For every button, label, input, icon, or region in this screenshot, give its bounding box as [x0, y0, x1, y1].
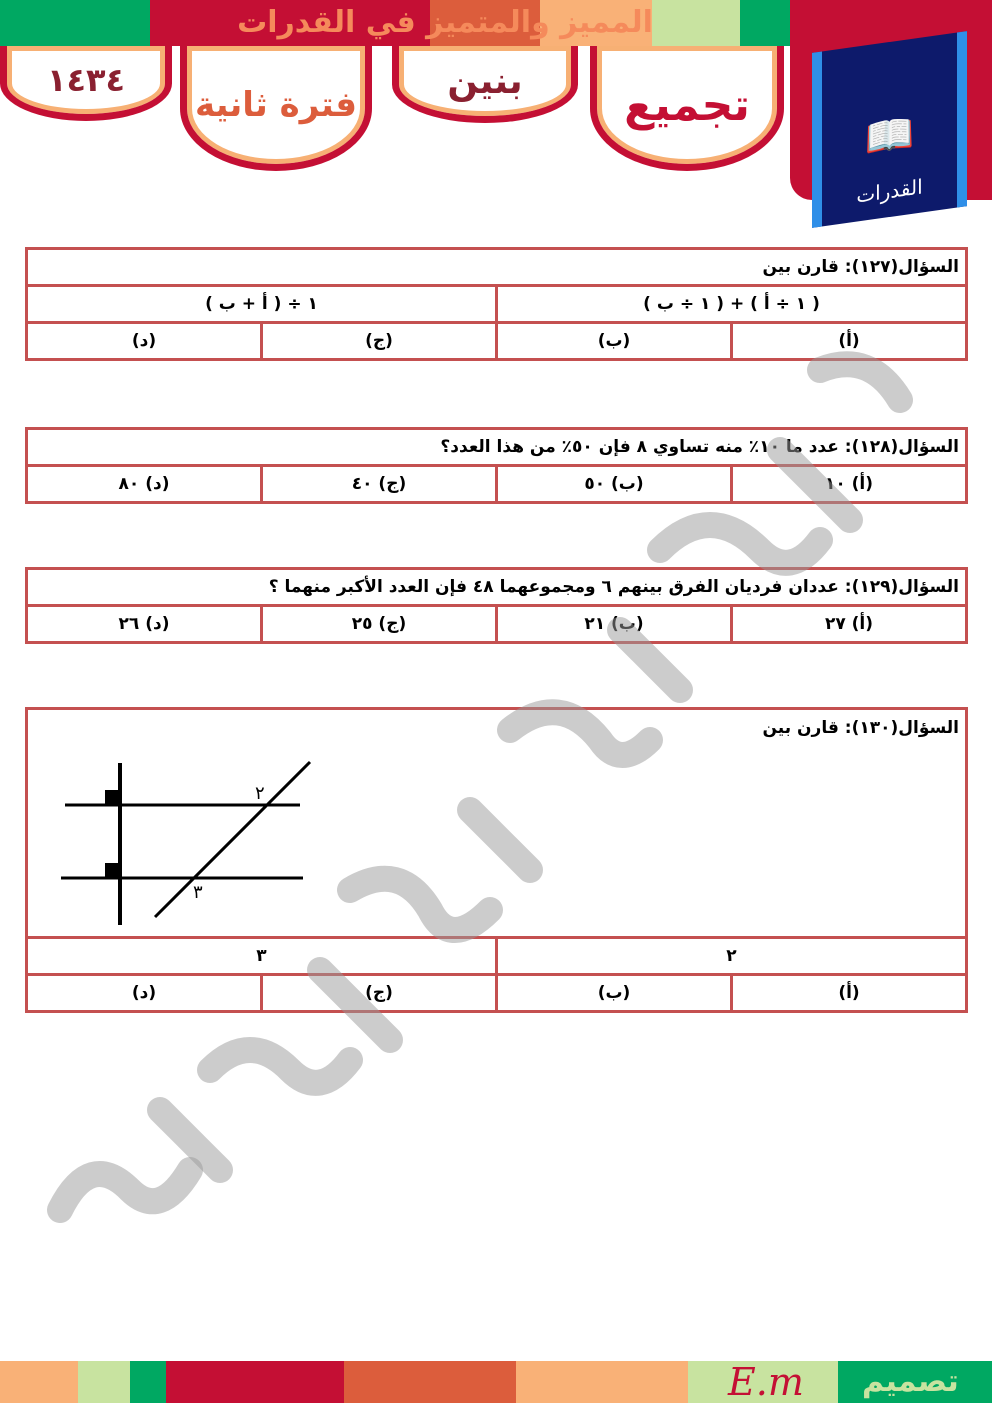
- right-angle-mark: [105, 790, 120, 805]
- option-a[interactable]: (أ): [732, 975, 967, 1012]
- option-d[interactable]: (د): [27, 975, 262, 1012]
- option-d[interactable]: (د) ٨٠: [27, 466, 262, 503]
- compare-value-2: ٣: [27, 938, 497, 975]
- medal-collection: تجميع: [590, 46, 784, 171]
- banner-title: المميز والمتميز في القدرات: [237, 5, 653, 40]
- logo: [812, 31, 967, 228]
- compare-value-2: ١ ÷ ( أ + ب ): [27, 286, 497, 323]
- option-c[interactable]: (ج): [262, 323, 497, 360]
- footer-bar: [0, 1361, 992, 1403]
- option-b[interactable]: (ب) ٥٠: [497, 466, 732, 503]
- question-title: السؤال(١٢٩): عددان فرديان الفرق بينهم ٦ ومجموعهما ٤٨ فإن العدد الأكبر منهما ؟: [27, 569, 967, 606]
- logo-text: القدرات: [856, 174, 923, 208]
- compare-value-1: ( ١ ÷ أ ) + ( ١ ÷ ب ): [497, 286, 967, 323]
- option-c[interactable]: (ج) ٢٥: [262, 606, 497, 643]
- medal-second-period: فترة ثانية: [180, 46, 372, 171]
- medal-boys: بنين: [392, 46, 578, 123]
- compare-value-1: ٢: [497, 938, 967, 975]
- question-127: [25, 247, 968, 361]
- question-title: السؤال(١٣٠): قارن بين: [27, 709, 967, 938]
- option-d[interactable]: (د) ٢٦: [27, 606, 262, 643]
- parallel-lines-diagram: [55, 755, 315, 930]
- footer-design-label: تصميم: [862, 1364, 959, 1399]
- angle-label-3: ٣: [193, 882, 203, 903]
- option-b[interactable]: (ب): [497, 323, 732, 360]
- option-b[interactable]: (ب) ٢١: [497, 606, 732, 643]
- medal-year: ١٤٣٤: [0, 46, 172, 121]
- question-title: السؤال(١٢٧): قارن بين: [27, 249, 967, 286]
- option-c[interactable]: (ج) ٤٠: [262, 466, 497, 503]
- option-a[interactable]: (أ) ١٠: [732, 466, 967, 503]
- question-128: [25, 427, 968, 504]
- footer-signature: E.m: [728, 1360, 804, 1404]
- angle-label-2: ٢: [255, 783, 265, 804]
- option-b[interactable]: (ب): [497, 975, 732, 1012]
- option-d[interactable]: (د): [27, 323, 262, 360]
- option-a[interactable]: (أ) ٢٧: [732, 606, 967, 643]
- logo-book-icon: 📖: [864, 109, 915, 163]
- question-title: السؤال(١٢٨): عدد ما ١٠٪ منه تساوي ٨ فإن ٥٠٪ من هذا العدد؟: [27, 429, 967, 466]
- option-a[interactable]: (أ): [732, 323, 967, 360]
- question-129: [25, 567, 968, 644]
- option-c[interactable]: (ج): [262, 975, 497, 1012]
- right-angle-mark: [105, 863, 120, 878]
